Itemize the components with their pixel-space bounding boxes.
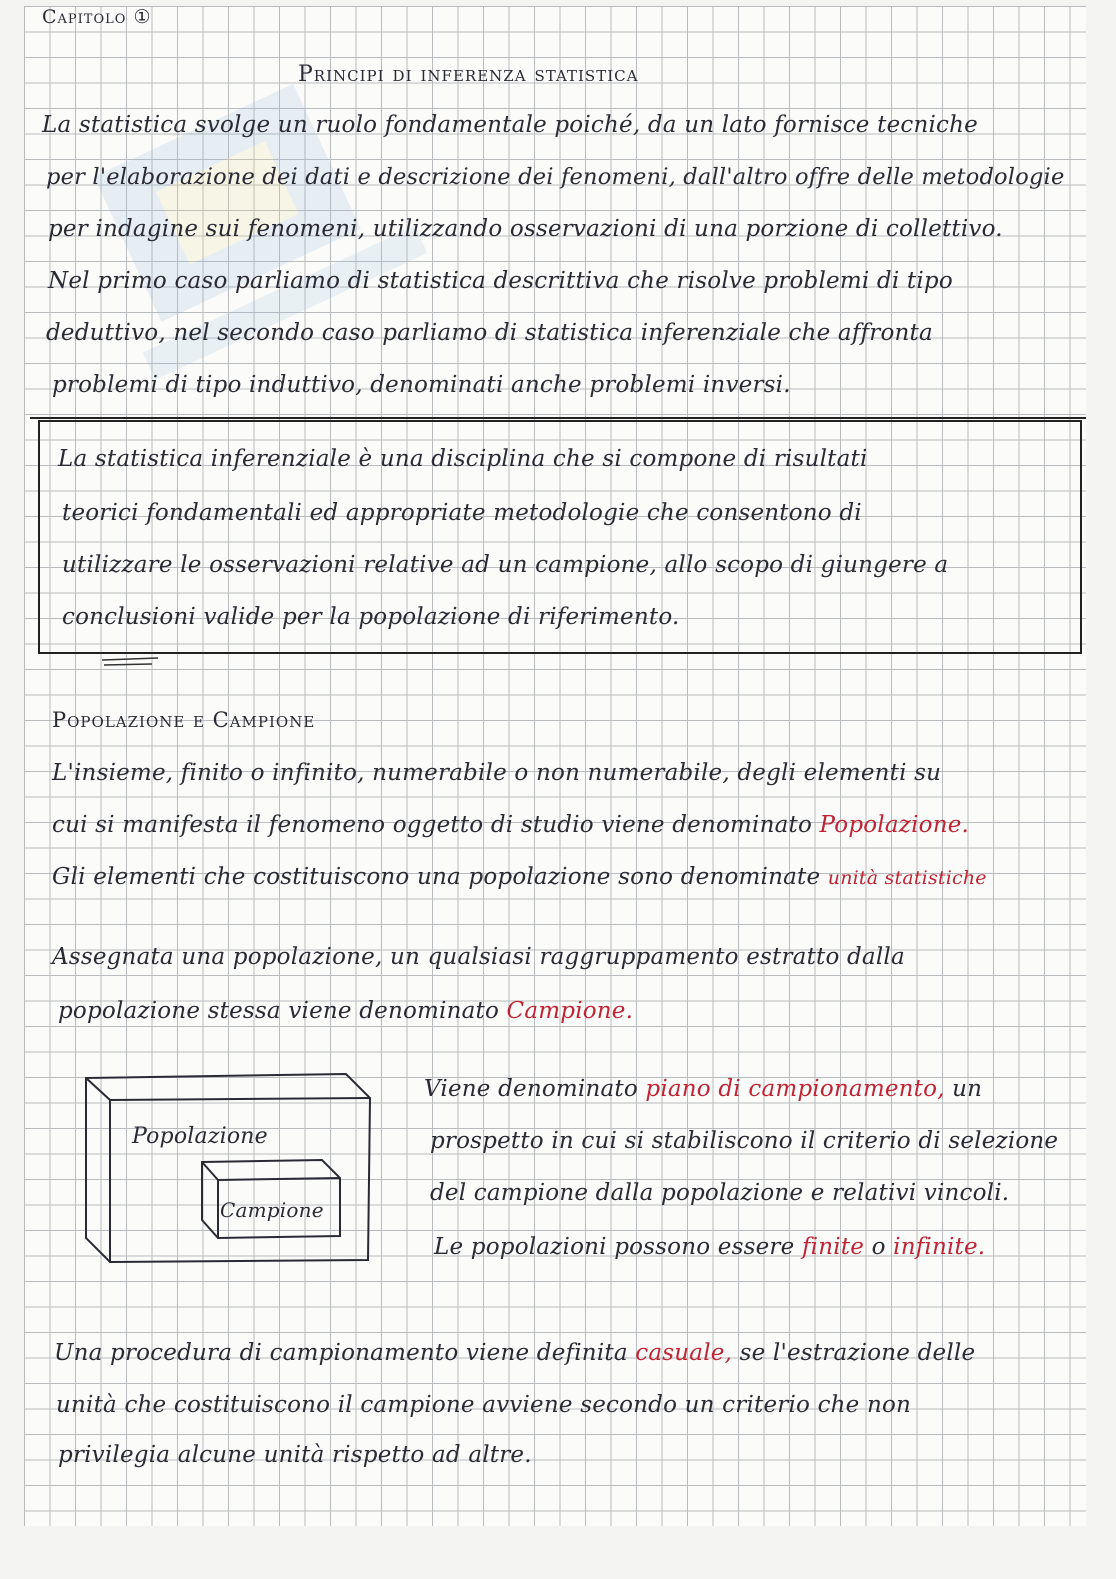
section-heading: Popolazione e Campione [52,708,316,732]
population-sample-diagram [84,1070,374,1265]
intro-line: problemi di tipo induttivo, denominati anche problemi inversi. [52,372,791,398]
intro-line: Nel primo caso parliamo di statistica descrittiva che risolve problemi di tipo [48,268,953,294]
plan-text: Le popolazioni possono essere [434,1234,795,1260]
separator-line [30,417,1086,419]
plan-line: prospetto in cui si stabiliscono il criterio di selezione [430,1128,1059,1154]
closing-line [54,1340,975,1366]
section-line: Assegnata una popolazione, un qualsiasi raggruppamento estratto dalla [52,944,905,970]
plan-text: un [952,1076,983,1102]
intro-line: per l'elaborazione dei dati e descrizione dei fenomeni, dall'altro offre delle metodologie [46,164,1065,190]
definition-line: conclusioni valide per la popolazione di riferimento. [62,604,680,630]
term-campione: Campione. [506,998,634,1024]
chapter-label: Capitolo ① [42,6,152,28]
closing-text: Una procedura di campionamento viene definita [54,1340,628,1366]
term-infinite: infinite. [893,1234,986,1260]
page-title: Principi di inferenza statistica [298,62,639,87]
section-text: cui si manifesta il fenomeno oggetto di studio viene denominato [52,812,813,838]
intro-line: deduttivo, nel secondo caso parliamo di statistica inferenziale che affronta [46,320,933,346]
intro-line: per indagine sui fenomeni, utilizzando osservazioni di una porzione di collettivo. [48,216,1003,242]
section-line [52,864,987,890]
term-piano-campionamento: piano di campionamento, [645,1076,945,1102]
closing-text: se l'estrazione delle [739,1340,976,1366]
plan-line [424,1076,982,1102]
section-line [52,812,969,838]
intro-line: La statistica svolge un ruolo fondamentale poiché, da un lato fornisce tecniche [42,112,978,138]
term-popolazione: Popolazione. [819,812,970,838]
plan-line: del campione dalla popolazione e relativi vincoli. [430,1180,1010,1206]
section-line: L'insieme, finito o infinito, numerabile o non numerabile, degli elementi su [52,760,942,786]
section-line [58,998,633,1024]
plan-text: Viene denominato [424,1076,638,1102]
closing-line: privilegia alcune unità rispetto ad altre. [58,1442,532,1468]
definition-line: La statistica inferenziale è una disciplina che si compone di risultati [58,446,868,472]
term-unita-statistiche: unità statistiche [827,867,987,889]
definition-line: teorici fondamentali ed appropriate metodologie che consentono di [62,500,862,526]
section-text: Gli elementi che costituiscono una popolazione sono denominate [52,864,821,890]
diagram-label-popolazione: Popolazione [132,1124,268,1149]
plan-line [434,1234,985,1260]
diagram-label-campione: Campione [220,1198,324,1222]
term-casuale: casuale, [635,1340,733,1366]
definition-line: utilizzare le osservazioni relative ad un campione, allo scopo di giungere a [62,552,949,578]
closing-line: unità che costituiscono il campione avviene secondo un criterio che non [56,1392,912,1418]
plan-text: o [871,1234,886,1260]
scribble-mark [100,655,160,669]
section-text: popolazione stessa viene denominato [58,998,500,1024]
term-finite: finite [801,1234,865,1260]
